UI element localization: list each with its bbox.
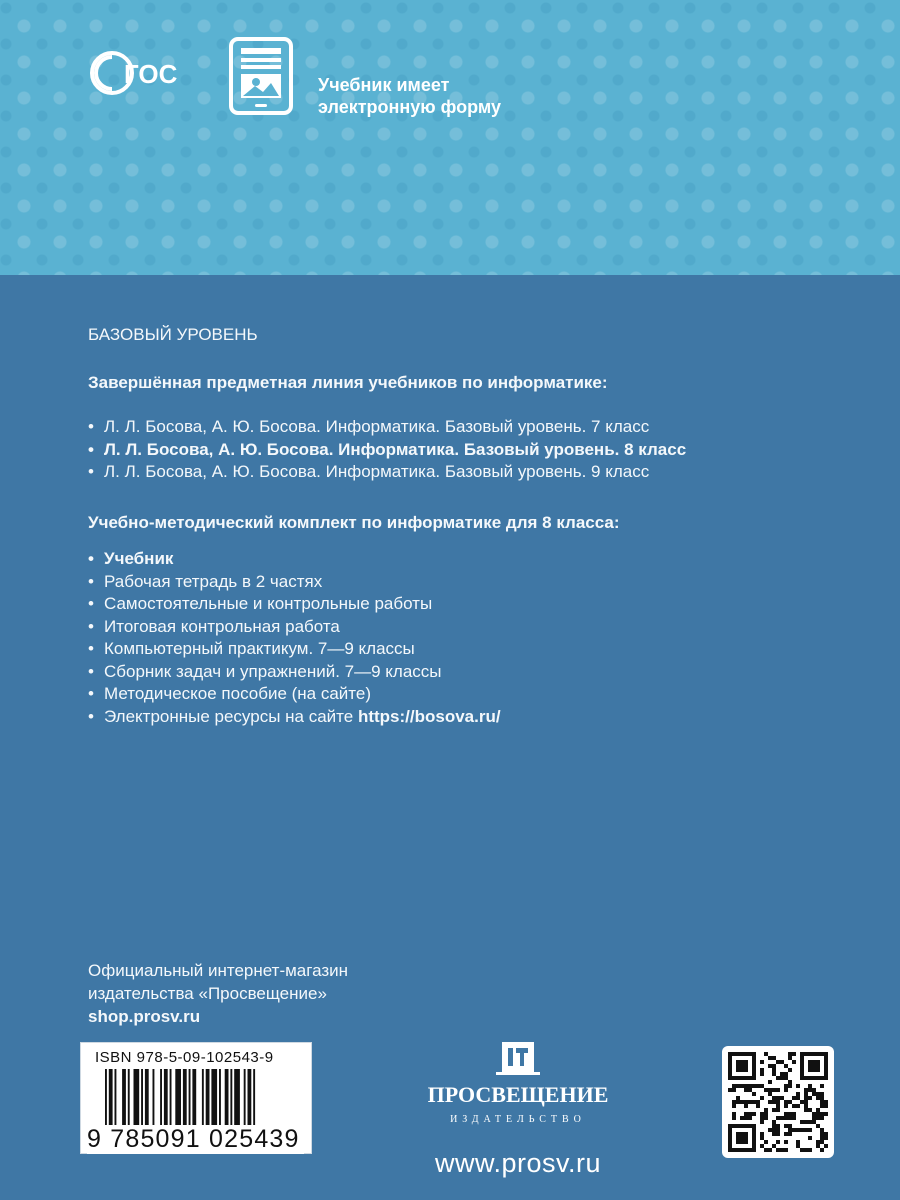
kit-item-final-test: • Итоговая контрольная работа	[88, 616, 501, 639]
kit-item-e-resources	[88, 706, 501, 729]
electronic-form-note	[318, 74, 501, 118]
kit-item-problem-book: • Сборник задач и упражнений. 7—9 классы	[88, 661, 501, 684]
publisher-emblem-icon	[496, 1042, 540, 1075]
series-item-9: • Л. Л. Босова, А. Ю. Босова. Информатика. Базовый уровень. 9 класс	[88, 461, 686, 484]
shop-line2: издательства «Просвещение»	[88, 984, 327, 1003]
kit-heading: Учебно-методический комплект по информатике для 8 класса:	[88, 513, 620, 532]
kit-item-textbook: • Учебник	[88, 548, 501, 571]
isbn-label: ISBN 978-5-09-102543-9	[95, 1049, 274, 1066]
kit-item-workbook: • Рабочая тетрадь в 2 частях	[88, 571, 501, 594]
tablet-icon	[228, 36, 294, 116]
kit-list	[88, 548, 501, 728]
qr-code-icon	[728, 1052, 828, 1152]
electronic-form-line2: электронную форму	[318, 97, 501, 117]
publisher-subtitle: ИЗДАТЕЛЬСТВО	[450, 1114, 586, 1125]
publisher-url[interactable]: www.prosv.ru	[434, 1148, 602, 1178]
fgos-logo-text: ГОС	[124, 59, 178, 89]
series-item-7: • Л. Л. Босова, А. Ю. Босова. Информатика. Базовый уровень. 7 класс	[88, 416, 686, 439]
kit-item-methodical-guide: • Методическое пособие (на сайте)	[88, 683, 501, 706]
barcode-digits: 9 785091 025439	[87, 1125, 304, 1154]
level-heading: БАЗОВЫЙ УРОВЕНЬ	[88, 325, 258, 344]
electronic-form-line1: Учебник имеет	[318, 75, 450, 95]
fgos-logo	[88, 45, 188, 101]
isbn-barcode-block	[80, 1042, 312, 1154]
series-list	[88, 416, 686, 484]
bosova-link[interactable]: https://bosova.ru/	[357, 706, 501, 726]
publisher-logo	[420, 1040, 616, 1136]
e-resources-text: Электронные ресурсы на сайте	[104, 706, 358, 726]
top-band	[0, 0, 900, 275]
series-item-8: • Л. Л. Босова, А. Ю. Босова. Информатика. Базовый уровень. 8 класс	[88, 439, 686, 462]
shop-line1: Официальный интернет-магазин	[88, 961, 349, 980]
series-heading: Завершённая предметная линия учебников по информатике:	[88, 373, 608, 392]
publisher-name: ПРОСВЕЩЕНИЕ	[427, 1082, 609, 1107]
qr-code[interactable]	[722, 1046, 834, 1158]
kit-item-practicum: • Компьютерный практикум. 7—9 классы	[88, 638, 501, 661]
shop-link[interactable]: shop.prosv.ru	[88, 1007, 201, 1026]
kit-item-tests: • Самостоятельные и контрольные работы	[88, 593, 501, 616]
